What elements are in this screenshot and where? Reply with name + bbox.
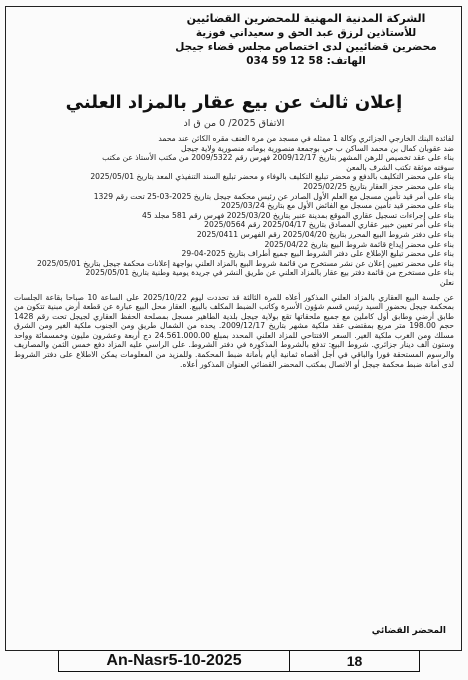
jurisdiction-line: محضرين قضائيين لدى اختصاص مجلس قضاء جيجل xyxy=(175,41,437,53)
announcement-body xyxy=(14,134,454,369)
partners-line: للأستاذين لرزق عبد الحق و سعيداني فوزية xyxy=(195,27,417,39)
body-paragraph: بناء على أمر تعيين خبير عقاري المصادق بتاريخ 2025/04/17 رقم 2025/0564 xyxy=(204,220,454,230)
body-paragraph: بناء على دفتر شروط البيع المحرر بتاريخ 2025/04/20 رقم الفهرس 2025/0411 xyxy=(196,229,454,239)
publication-date: An-Nasr5-10-2025 xyxy=(59,651,290,671)
sale-details-paragraph: عن جلسة البيع العقاري بالمزاد العلني المذكور أعلاه للمرة الثالثة قد تحددت ليوم 2025/10/22 على الساعة 10 صباحا بقاعة الجلسات بمحكمة جيجل بحضور السيد رئيس قسم شؤون الأسرة وكاتب الضبط المكلف بالبيع. العقار محل البيع عبارة عن قطعة أرض مبنية تتكون من طابق أرضي وطابق أول كاملين مع جميع ملحقاتها تقع بولاية جيجل بلدية الطاهير مسجل بمصلحة الحفظ العقاري لجيجل تحت رقم 1428 حجم 198.00 متر مربع بمقتضى عقد ملكية مشهر بتاريخ 2009/12/17. يحده من الشمال طريق ومن الجنوب ملكية الغير ومن الشرق مسلك ومن الغرب ملكية الغير. السعر الافتتاحي للمزاد العلني المحدد بمبلغ 24.561.000.00 دج أربعة وعشرون مليون وخمسمائة وواحد وستون ألف دينار جزائري. شروط البيع: تدفع بالشروط المذكورة في دفتر الشروط. على الراسي عليه المزاد دفع خمس الثمن والمصاريف والرسوم المستحقة فورا والباقي في أجل أقصاه ثمانية أيام بأمانة ضبط المحكمة. وللمزيد من المعلومات يمكن الاطلاع على دفتر الشروط لدى أمانة ضبط محكمة جيجل أو الاتصال بمكتب المحضر القضائي العنوان المذكور أعلاه. xyxy=(14,292,455,369)
newspaper-footer xyxy=(58,650,420,672)
body-paragraph: بناء على إجراءات تسجيل عقاري الموقع بمدينة عنبر بتاريخ 2025/03/20 فهرس رقم 581 مجلد 45 xyxy=(142,210,454,220)
bailiff-header xyxy=(156,12,456,68)
body-paragraph: بناء على محضر حجز العقار بتاريخ 2025/02/25 xyxy=(303,181,454,191)
legal-reference: الاتفاق 2025/ 0 من ق اد xyxy=(183,118,285,129)
page-number: 18 xyxy=(346,653,363,669)
body-paragraph: بناء على محضر تعيين إعلان عن نشر مستخرج من قائمة شروط البيع بالمزاد العلني بواجهة إعلانات محكمة جيجل بتاريخ 2025/05/01 xyxy=(37,258,454,268)
bailiff-signature: المحضر القضائي xyxy=(371,626,446,636)
announcement-title: إعلان ثالث عن بيع عقار بالمزاد العلني xyxy=(65,92,403,113)
body-paragraph: بناء على أمر قيد تأمين مسجل مع العلم الأول الصادر عن رئيس محكمة جيجل بتاريخ 2025-03-25 تحت رقم 1329 xyxy=(93,191,454,201)
body-paragraph: لفائدة البنك الخارجي الجزائري وكالة 1 ممثله في مسجد من مرة العنف مقره الكائن عند محمد xyxy=(158,134,454,143)
body-paragraph: نعلن xyxy=(439,277,454,287)
body-paragraph: بناء على مستخرج من قائمة دفتر بيع عقار بالمزاد العلني عن طريق النشر في جريدة يومية وطنية بتاريخ 2025/05/01 xyxy=(85,268,454,278)
body-paragraph: بناء على محضر إيداع قائمة شروط البيع بتاريخ 2025/04/22 xyxy=(264,239,454,249)
body-paragraph: بناء على محضر تبليغ الإطلاع على دفتر الشروط البيع جميع أطراف بتاريخ 2025-04-29 xyxy=(181,249,454,259)
body-paragraph: بناء على محضر قيد تأمين مسجل مع الفائض الأول مع بتاريخ 2025/03/24 xyxy=(221,201,454,211)
body-paragraph: بناء على محضر التكليف بالدفع و محضر تبليغ التكليف بالوفاء و محضر تبليغ السند التنفيذي المعد بتاريخ 2025/05/01 xyxy=(90,172,454,182)
body-paragraph: بناء على عقد تخصيص للرهن المشهر بتاريخ 2009/12/17 فهرس رقم 2009/5322 من مكتب الأستاذ عن مكتب xyxy=(102,153,454,163)
body-paragraph: ضد عقوبان كمال بن محمد الساكن ب حي بوجمعة منصورية بوماته منصورية ولاية جيجل xyxy=(181,143,454,153)
body-paragraph: سوفته موثقة تكتب الشرف بالمعن xyxy=(346,162,454,172)
phone-line: الهاتف: 58 12 59 034 xyxy=(246,55,366,67)
company-name: الشركة المدنية المهنية للمحضرين القضائيين xyxy=(186,12,426,25)
